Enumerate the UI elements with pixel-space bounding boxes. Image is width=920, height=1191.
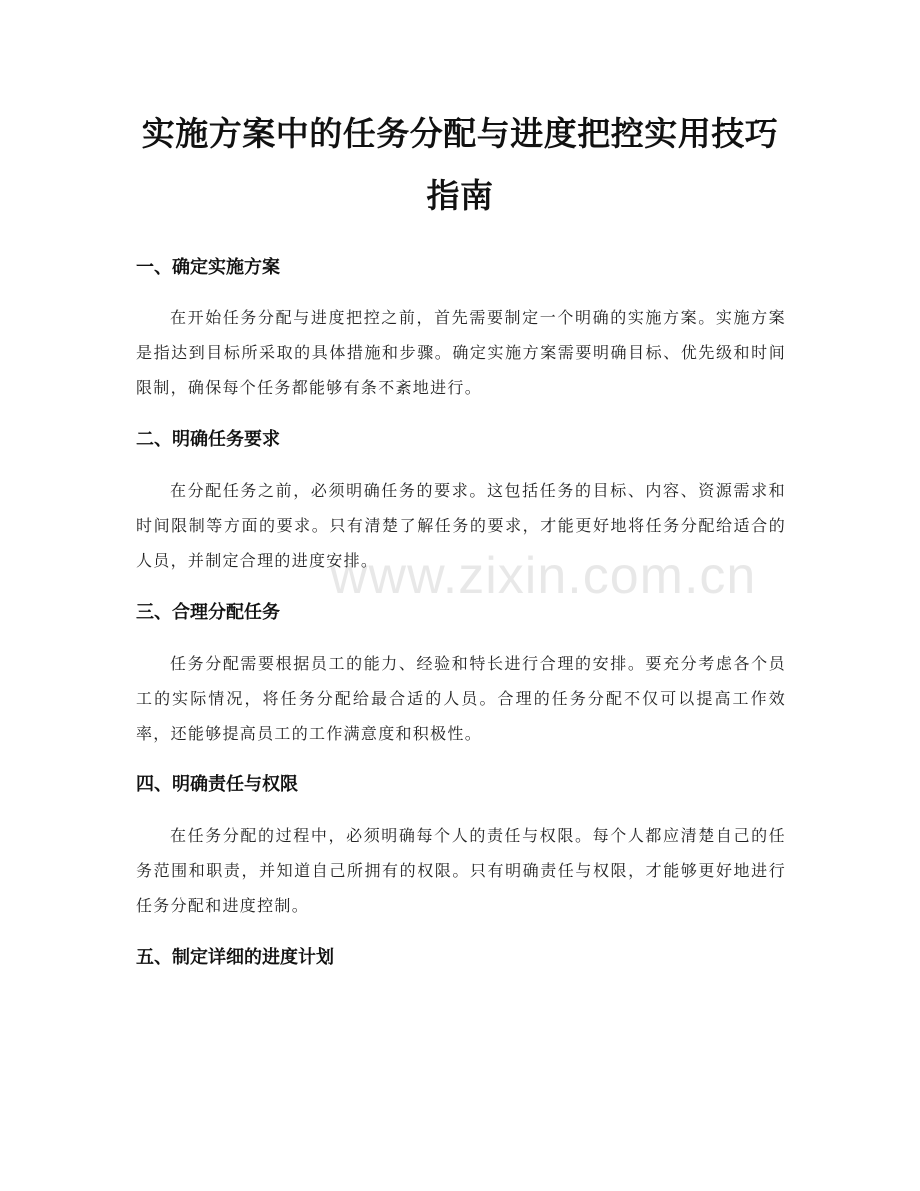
title-line-2: 指南 (426, 176, 494, 215)
section-paragraph-1: 在开始任务分配与进度把控之前，首先需要制定一个明确的实施方案。实施方案是指达到目标所采取的具体措施和步骤。确定实施方案需要明确目标、优先级和时间限制，确保每个任务都能够有条不紊地进行。 (136, 308, 786, 397)
title-line-1: 实施方案中的任务分配与进度把控实用技巧 (141, 114, 779, 153)
watermark: www.zixin.com.cn (330, 547, 757, 605)
document-title (90, 103, 830, 227)
section-heading-3: 三、合理分配任务 (136, 602, 280, 623)
section-paragraph-3: 任务分配需要根据员工的能力、经验和特长进行合理的安排。要充分考虑各个员工的实际情况，将任务分配给最合适的人员。合理的任务分配不仅可以提高工作效率，还能够提高员工的工作满意度和积极性。 (136, 654, 786, 743)
section-paragraph-2: 在分配任务之前，必须明确任务的要求。这包括任务的目标、内容、资源需求和时间限制等方面的要求。只有清楚了解任务的要求，才能更好地将任务分配给适合的人员，并制定合理的进度安排。 (136, 481, 786, 570)
section-heading-1: 一、确定实施方案 (136, 257, 280, 278)
section-heading-4: 四、明确责任与权限 (136, 774, 298, 795)
section-paragraph-4: 在任务分配的过程中，必须明确每个人的责任与权限。每个人都应清楚自己的任务范围和职责，并知道自己所拥有的权限。只有明确责任与权限，才能够更好地进行任务分配和进度控制。 (136, 826, 786, 915)
section-heading-2: 二、明确任务要求 (136, 429, 280, 450)
section-heading-5: 五、制定详细的进度计划 (136, 947, 334, 968)
